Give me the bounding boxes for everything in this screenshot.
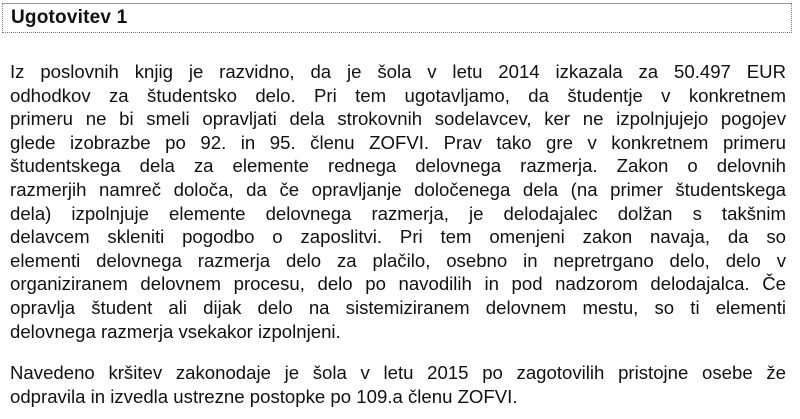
section-heading: Ugotovitev 1 <box>11 7 128 28</box>
text-line: opravlja študent ali dijak delo na sistemiziranem delovnem mestu, so ti elementi <box>10 296 786 318</box>
text-line: Navedeno kršitev zakonodaje je šola v letu 2015 po zagotovilih pristojne osebe že <box>10 362 786 383</box>
paragraph-findings <box>10 60 786 343</box>
text-line: študentskega dela za elemente rednega delovnega razmerja. Zakon o delovnih <box>10 155 786 177</box>
text-line: delavcem skleniti pogodbo o zaposlitvi. Pri tem omenjeni zakon navaja, da so <box>10 226 786 248</box>
text-line: Iz poslovnih knjig je razvidno, da je šola v letu 2014 izkazala za 50.497 EUR <box>10 61 786 82</box>
text-line: elementi delovnega razmerja delo za plačilo, osebno in nepretrgano delo, delo v <box>10 249 786 271</box>
text-line: dela) izpolnjuje elemente delovnega razmerja, je delodajalec dolžan s takšnim <box>10 202 786 224</box>
text-line: razmerjih namreč določa, da če opravljanje določenega dela (na primer študentskega <box>10 178 786 200</box>
text-line: odpravila in izvedla ustrezne postopke po 109.a členu ZOFVI. <box>10 385 518 407</box>
text-line: odhodkov za študentsko delo. Pri tem ugotavljamo, da študentje v konkretnem <box>10 84 786 106</box>
paragraph-remediation <box>10 361 786 408</box>
text-line: delovnega razmerja vsekakor izpolnjeni. <box>10 320 341 342</box>
heading-box <box>2 3 792 33</box>
text-line: organiziranem delovnem procesu, delo po navodilih in pod nadzorom delodajalca. Če <box>10 273 786 295</box>
text-line: primeru ne bi smeli opravljati dela strokovnih sodelavcev, ker ne izpolnjujejo pogojev <box>10 108 786 130</box>
text-line: glede izobrazbe po 92. in 95. členu ZOFVI. Prav tako gre v konkretnem primeru <box>10 131 786 153</box>
